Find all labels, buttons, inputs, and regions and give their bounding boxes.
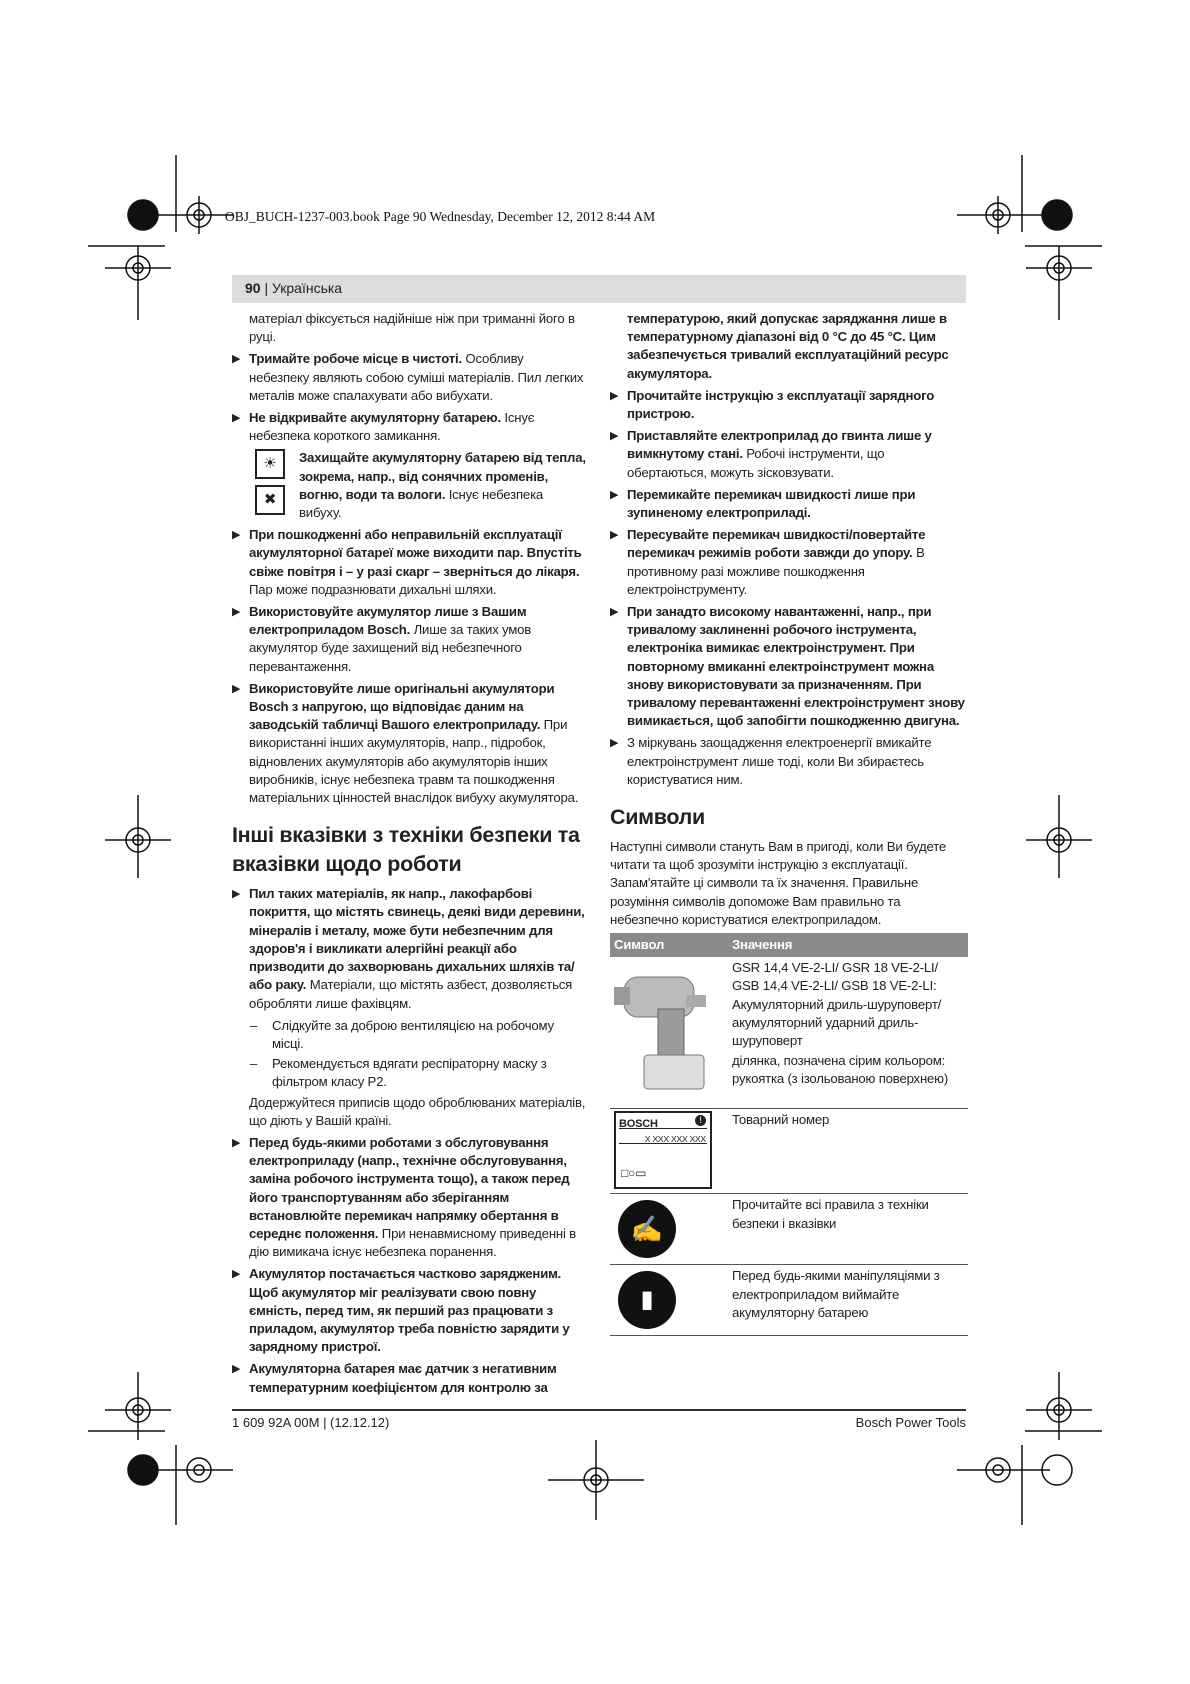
list-item: ▶ Перед будь-якими роботами з обслуговування електроприладу (напр., технічне обслуговування, заміна робочого інструмента тощо), а також перед його транспортуванням або зберіганням встановлюйте перемикач напрямку обертання в середнє положення. При ненавмисному приведенні в дію вимикача існує небезпека поранення. xyxy=(232,1134,576,1260)
table-row xyxy=(610,957,968,1109)
left-column xyxy=(232,310,587,1401)
table-header-symbol: Символ xyxy=(610,933,728,957)
dash-item: – Рекомендується вдягати респіраторну маску з фільтром класу P2. xyxy=(250,1056,547,1090)
list-item: ▶ З міркувань заощадження електроенергії вмикайте електроінструмент лише тоді, коли Ви збираєтесь користуватися ним. xyxy=(610,735,932,787)
table-row xyxy=(610,1194,968,1265)
read-manual-icon: ✍ xyxy=(618,1200,676,1258)
paragraph: матеріал фіксується надійніше ніж при триманні його в руці. xyxy=(249,311,575,345)
remove-battery-icon: ▮ xyxy=(618,1271,676,1329)
heat-protection-icon: ☀ xyxy=(255,449,285,479)
list-item: ▶ Використовуйте акумулятор лише з Вашим електроприладом Bosch. Лише за таких умов акумулятор буде захищений від небезпечного перевантаження. xyxy=(232,604,532,674)
print-slug: OBJ_BUCH-1237-003.book Page 90 Wednesday, December 12, 2012 8:44 AM xyxy=(225,209,656,224)
list-item: ▶ Пересувайте перемикач швидкості/повертайте перемикач режимів роботи завжди до упору. В противному разі можливе пошкодження електроінструменту. xyxy=(610,527,926,597)
paragraph: температурою, який допускає заряджання лише в температурному діапазоні від 0 °C до 45 °C. Цим забезпечується тривалий експлуатаційний ресурс акумулятора. xyxy=(627,311,949,381)
grey-area-text: ділянка, позначена сірим кольором: рукоятка (з ізольованою поверхнею) xyxy=(732,1053,949,1087)
list-item: ▶ Не відкривайте акумуляторну батарею. Існує небезпека короткого замикання. xyxy=(232,410,535,444)
read-manual-text: Прочитайте всі правила з техніки безпеки і вказівки xyxy=(728,1194,968,1265)
list-item: ▶ При занадто високому навантаженні, напр., при тривалому заклиненні робочого інструмента, електроніка вимикає електроінструмент. При повторному вмиканні електроінструмент можна знову використовувати за призначенням. При тривалому перевантаженні електроінструмент знову вимикається, щоб запобігти пошкодженню двигуна. xyxy=(610,604,965,729)
model-text: GSR 14,4 VE-2-LI/ GSR 18 VE-2-LI/ GSB 14,4 VE-2-LI/ GSB 18 VE-2-LI: Акумуляторний дриль-шуруповерт/акумуляторний ударний дриль-шуруповерт xyxy=(732,960,942,1048)
list-item: ▶ Перемикайте перемикач швидкості лише при зупиненому електроприладі. xyxy=(610,486,916,521)
battery-warning-block: ☀ ✖ Захищайте акумуляторну батарею від тепла, зокрема, напр., від сонячних променів, вогню, води та вологи. Існує небезпека вибуху. xyxy=(249,449,587,522)
list-item: ▶ Використовуйте лише оригінальні акумулятори Bosch з напругою, що відповідає даним на заводській табличці Вашого електроприладу. При використанні інших акумуляторів, напр., підробок, відновлених акумуляторів або акумуляторів інших виробників, існує небезпека травм та пошкодження матеріальних цінностей внаслідок вибуху акумулятора. xyxy=(232,680,579,806)
footer-rule xyxy=(232,1409,966,1411)
footer-right: Bosch Power Tools xyxy=(855,1415,966,1430)
paragraph: Додержуйтеся приписів щодо оброблюваних матеріалів, що діють у Вашій країні. xyxy=(249,1094,586,1128)
list-item: ▶ Акумулятор постачається частково зарядженим. Щоб акумулятор міг реалізувати свою повну ємність, перед тим, як перший раз працювати з приладом, акумулятор треба повністю зарядити у зарядному пристрої. xyxy=(232,1266,570,1355)
page-header: 90 | Українська xyxy=(232,275,966,303)
drill-icon xyxy=(614,959,718,1099)
symbols-table xyxy=(610,933,968,1336)
table-row xyxy=(610,1109,968,1194)
list-item: ▶ Акумуляторна батарея має датчик з негативним температурним коефіцієнтом для контролю за xyxy=(232,1361,557,1395)
section-title: Українська xyxy=(272,280,343,296)
paragraph: Наступні символи стануть Вам в пригоді, коли Ви будете читати та щоб зрозуміти інструкцію з експлуатації. Запам'ятайте ці символи та їх значення. Правильне розуміння символів допоможе Вам правильно та небезпечно користуватися електроприладом. xyxy=(610,839,947,927)
dash-item: – Слідкуйте за доброю вентиляцією на робочому місці. xyxy=(250,1017,554,1051)
remove-battery-text: Перед будь-якими маніпуляціями з електроприладом виймайте акумуляторну батарею xyxy=(728,1265,968,1336)
nameplate-icon: BOSCH ! X XXX XXX XXX □○▭ xyxy=(614,1111,712,1189)
part-number-text: Товарний номер xyxy=(728,1109,968,1194)
list-item: ▶ Пил таких матеріалів, як напр., лакофарбові покриття, що містять свинець, деякі види деревини, мінералів і металу, може бути небезпечним для здоров'я і викликати алергійні реакції або призводити до захворювань дихальних шляхів та/або раку. Матеріали, що містять азбест, дозволяється обробляти лише фахівцям. xyxy=(232,886,585,1011)
list-item: ▶ При пошкодженні або неправильній експлуатації акумуляторної батареї може виходити пар. Впустіть свіже повітря і – у разі скарг – зверніться до лікаря. Пар може подразнювати дихальні шляхи. xyxy=(232,527,582,597)
page-number: 90 xyxy=(245,280,261,296)
list-item: ▶ Приставляйте електроприлад до гвинта лише у вимкнутому стані. Робочі інструменти, що обертаються, можуть зісковзувати. xyxy=(610,428,932,480)
table-row xyxy=(610,1265,968,1336)
right-column xyxy=(610,310,966,1336)
footer-left: 1 609 92A 00M | (12.12.12) xyxy=(232,1415,390,1430)
table-header-meaning: Значення xyxy=(728,933,968,957)
no-water-icon: ✖ xyxy=(255,485,285,515)
list-item: ▶ Тримайте робоче місце в чистоті. Особливу небезпеку являють собою суміші матеріалів. Пил легких металів може спалахувати або вибухати. xyxy=(232,351,584,403)
section-heading: Інші вказівки з техніки безпеки та вказівки щодо роботи xyxy=(232,823,580,877)
section-heading: Символи xyxy=(610,805,705,830)
list-item: ▶ Прочитайте інструкцію з експлуатації зарядного пристрою. xyxy=(610,387,935,422)
